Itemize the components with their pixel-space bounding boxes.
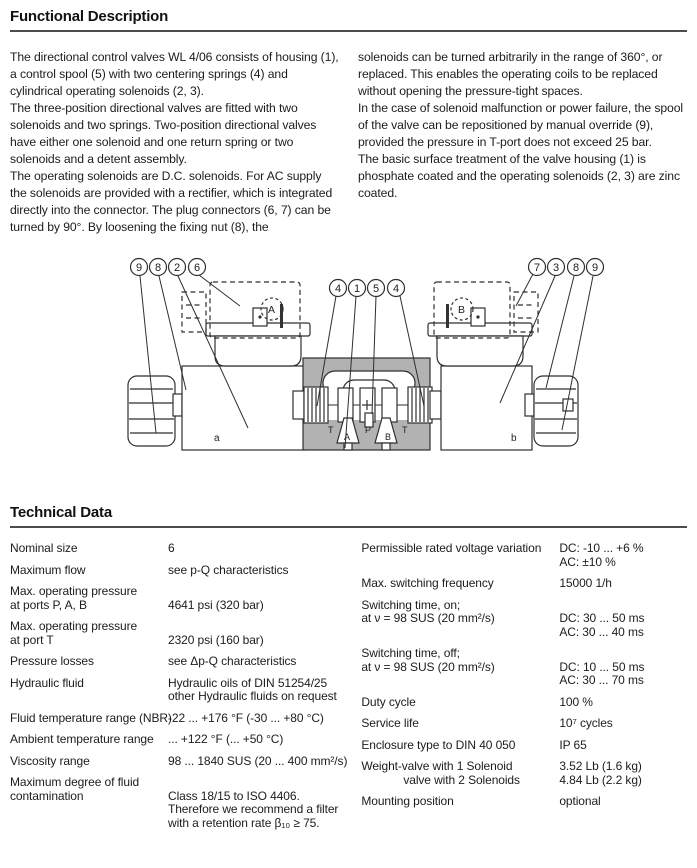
callout-9-right [587, 259, 604, 276]
spec-label: Pressure losses [10, 654, 94, 668]
port-label-b: B [385, 432, 392, 442]
spec-value: DC: -10 ... +6 % [559, 541, 644, 555]
spec-value: 10⁷ cycles [559, 716, 613, 730]
spec-value: 6 [168, 541, 175, 555]
spec-value: ... +122 °F (... +50 °C) [168, 732, 284, 746]
spec-label: Switching time, on; [361, 597, 461, 612]
spec-label: Service life [361, 716, 419, 730]
technical-data-left-column [10, 542, 347, 838]
spec-label: at ν = 98 SUS (20 mm²/s) [361, 659, 495, 674]
spec-label: Maximum degree of fluid [10, 775, 140, 789]
spec-label: contamination [10, 788, 84, 803]
callout-3 [548, 259, 565, 276]
spec-label: Switching time, off; [361, 646, 460, 660]
svg-text:8: 8 [154, 262, 162, 274]
spec-value: AC: ±10 % [559, 554, 616, 569]
svg-text:1: 1 [353, 283, 361, 295]
svg-text:5: 5 [372, 283, 380, 295]
paragraph: The directional control valves WL 4/06 consists of housing (1), a control spool (5) with two centering springs (4) and cylindrical operating solenoids (2, 3). [10, 50, 339, 98]
spec-value: 15000 1/h [559, 576, 612, 590]
spec-value: DC: 10 ... 50 ms [559, 659, 645, 674]
spec-value: DC: 30 ... 50 ms [559, 611, 645, 625]
spec-value: IP 65 [559, 737, 587, 752]
spec-value: AC: 30 ... 40 ms [559, 624, 644, 639]
spec-value: Class 18/15 to ISO 4406. [168, 788, 300, 803]
functional-description-section [10, 8, 687, 236]
side-label-a: a [214, 433, 220, 444]
spec-label: at ν = 98 SUS (20 mm²/s) [361, 611, 495, 625]
spec-row-ambient-temperature [10, 733, 347, 747]
svg-text:6: 6 [193, 262, 201, 274]
spec-row-max-pressure-t [10, 620, 347, 647]
port-label-t-left: T [328, 425, 334, 435]
port-label-t-right: T [402, 425, 408, 435]
section-rule [10, 526, 687, 528]
callout-7 [529, 259, 546, 276]
right-centering-spring [408, 387, 441, 423]
svg-text:9: 9 [591, 262, 599, 274]
right-solenoid-body [441, 366, 532, 450]
spec-value: 3.52 Lb (1.6 kg) [559, 759, 642, 773]
port-label-p: P [365, 425, 372, 435]
right-manual-override-nut [525, 376, 578, 446]
spec-row-viscosity-range [10, 755, 347, 769]
spec-row-weight [361, 760, 687, 787]
spec-row-maximum-flow [10, 564, 347, 578]
spec-row-voltage-variation [361, 542, 687, 569]
spec-row-service-life [361, 717, 687, 731]
svg-text:4: 4 [392, 283, 400, 295]
spec-label: Duty cycle [361, 694, 416, 709]
callout-9-left [131, 259, 148, 276]
section-rule [10, 30, 687, 32]
spec-label: Max. operating pressure [10, 584, 138, 598]
left-centering-spring [293, 387, 328, 423]
spec-value: see p-Q characteristics [168, 562, 289, 577]
spec-label: valve with 2 Solenoids [403, 772, 520, 787]
spec-value: -22 ... +176 °F (-30 ... +80 °C) [168, 710, 324, 725]
left-manual-override-nut [128, 376, 182, 446]
port-label-a: A [344, 432, 351, 442]
spec-value: 4.84 Lb (2.2 kg) [559, 772, 642, 787]
spec-value: 98 ... 1840 SUS (20 ... 400 mm²/s) [168, 753, 348, 768]
spec-row-hydraulic-fluid [10, 677, 347, 704]
left-connector-base [206, 304, 310, 366]
callout-6 [189, 259, 206, 276]
callout-5 [368, 280, 385, 297]
svg-text:3: 3 [552, 262, 560, 274]
spec-label: at ports P, A, B [10, 597, 87, 612]
svg-text:7: 7 [533, 262, 541, 274]
spec-value: Hydraulic oils of DIN 51254/25 [168, 675, 328, 690]
spec-row-enclosure-type [361, 739, 687, 753]
callout-8-left [150, 259, 167, 276]
callout-1 [349, 280, 366, 297]
functional-description-body [10, 49, 687, 236]
spec-value: see Δp-Q characteristics [168, 654, 297, 668]
spec-row-switching-frequency [361, 577, 687, 591]
technical-data-table [10, 542, 687, 838]
spec-value: 2320 psi (160 bar) [168, 632, 264, 647]
connector-a-label: A [268, 304, 276, 316]
spec-value: Therefore we recommend a filter [168, 802, 339, 816]
svg-text:8: 8 [572, 262, 580, 274]
spec-label: Ambient temperature range [10, 732, 154, 746]
svg-text:9: 9 [135, 262, 143, 274]
callouts [131, 259, 604, 297]
spec-label: Permissible rated voltage variation [361, 541, 542, 555]
spec-label: Enclosure type to DIN 40 050 [361, 737, 516, 752]
callout-4-right [388, 280, 405, 297]
paragraph: The operating solenoids are D.C. solenoids. For AC supply the solenoids are provided with a rectifier, which is integrated directly into the connector. The plug connectors (6, 7) can be turned by 90°. By loosening the fixing nut (8), the [10, 169, 333, 234]
spec-row-nominal-size [10, 542, 347, 556]
spec-label: Mounting position [361, 794, 454, 808]
paragraph: In the case of solenoid malfunction or power failure, the spool of the valve can be repositioned by manual override (9), provided the pressure in T-port does not exceed 25 bar. [358, 101, 683, 149]
connector-b-label: B [458, 304, 466, 316]
spec-row-pressure-losses [10, 655, 347, 669]
spec-value: 100 % [559, 694, 593, 709]
spec-row-fluid-contamination [10, 776, 347, 830]
callout-4-left [330, 280, 347, 297]
side-label-b: b [511, 433, 517, 444]
functional-text-right-column [358, 49, 687, 236]
paragraph: solenoids can be turned arbitrarily in the range of 360°, or replaced. This enables the operating coils to be replaced without opening the pressure-tight spaces. [358, 50, 663, 98]
spec-label: Nominal size [10, 541, 78, 555]
spec-label: Fluid temperature range (NBR) [10, 710, 172, 725]
callout-8-right [568, 259, 585, 276]
paragraph: The basic surface treatment of the valve housing (1) is phosphate coated and the operating solenoids (2, 3) are zinc coated. [358, 152, 680, 200]
spec-value: with a retention rate β₁₀ ≥ 75. [168, 815, 320, 830]
paragraph: The three-position directional valves are fitted with two solenoids and two springs. Two-position directional valves have either one solenoid and one return spring or two solenoids and a detent assembly. [10, 101, 317, 166]
section-title-functional-description: Functional Description [10, 8, 169, 25]
callout-2 [169, 259, 186, 276]
svg-text:4: 4 [334, 283, 342, 295]
spec-label: Maximum flow [10, 562, 86, 577]
spec-row-duty-cycle [361, 696, 687, 710]
valve-diagram-svg [10, 238, 687, 483]
spec-label: Hydraulic fluid [10, 675, 84, 690]
spec-label: at port T [10, 632, 54, 647]
spec-row-mounting-position [361, 795, 687, 809]
valve-cross-section-diagram [10, 238, 687, 488]
spec-label: Viscosity range [10, 753, 90, 768]
spec-row-switching-time-on [361, 599, 687, 640]
section-title-technical-data: Technical Data [10, 504, 112, 521]
svg-text:2: 2 [173, 262, 181, 274]
spec-value: other Hydraulic fluids on request [168, 689, 337, 703]
spec-value: optional [559, 794, 601, 808]
right-connector-base [428, 304, 532, 366]
technical-data-right-column [361, 542, 687, 838]
spec-row-switching-time-off [361, 647, 687, 688]
spec-row-fluid-temperature [10, 712, 347, 726]
left-solenoid-body [182, 366, 305, 450]
spec-label: Max. operating pressure [10, 619, 138, 633]
spec-label: Weight-valve with 1 Solenoid [361, 759, 513, 773]
spec-value: 4641 psi (320 bar) [168, 597, 264, 612]
spec-label: Max. switching frequency [361, 576, 494, 590]
functional-text-left-column [10, 49, 339, 236]
spec-row-max-pressure-pab [10, 585, 347, 612]
technical-data-section [10, 504, 687, 838]
spec-value: AC: 30 ... 70 ms [559, 673, 644, 687]
